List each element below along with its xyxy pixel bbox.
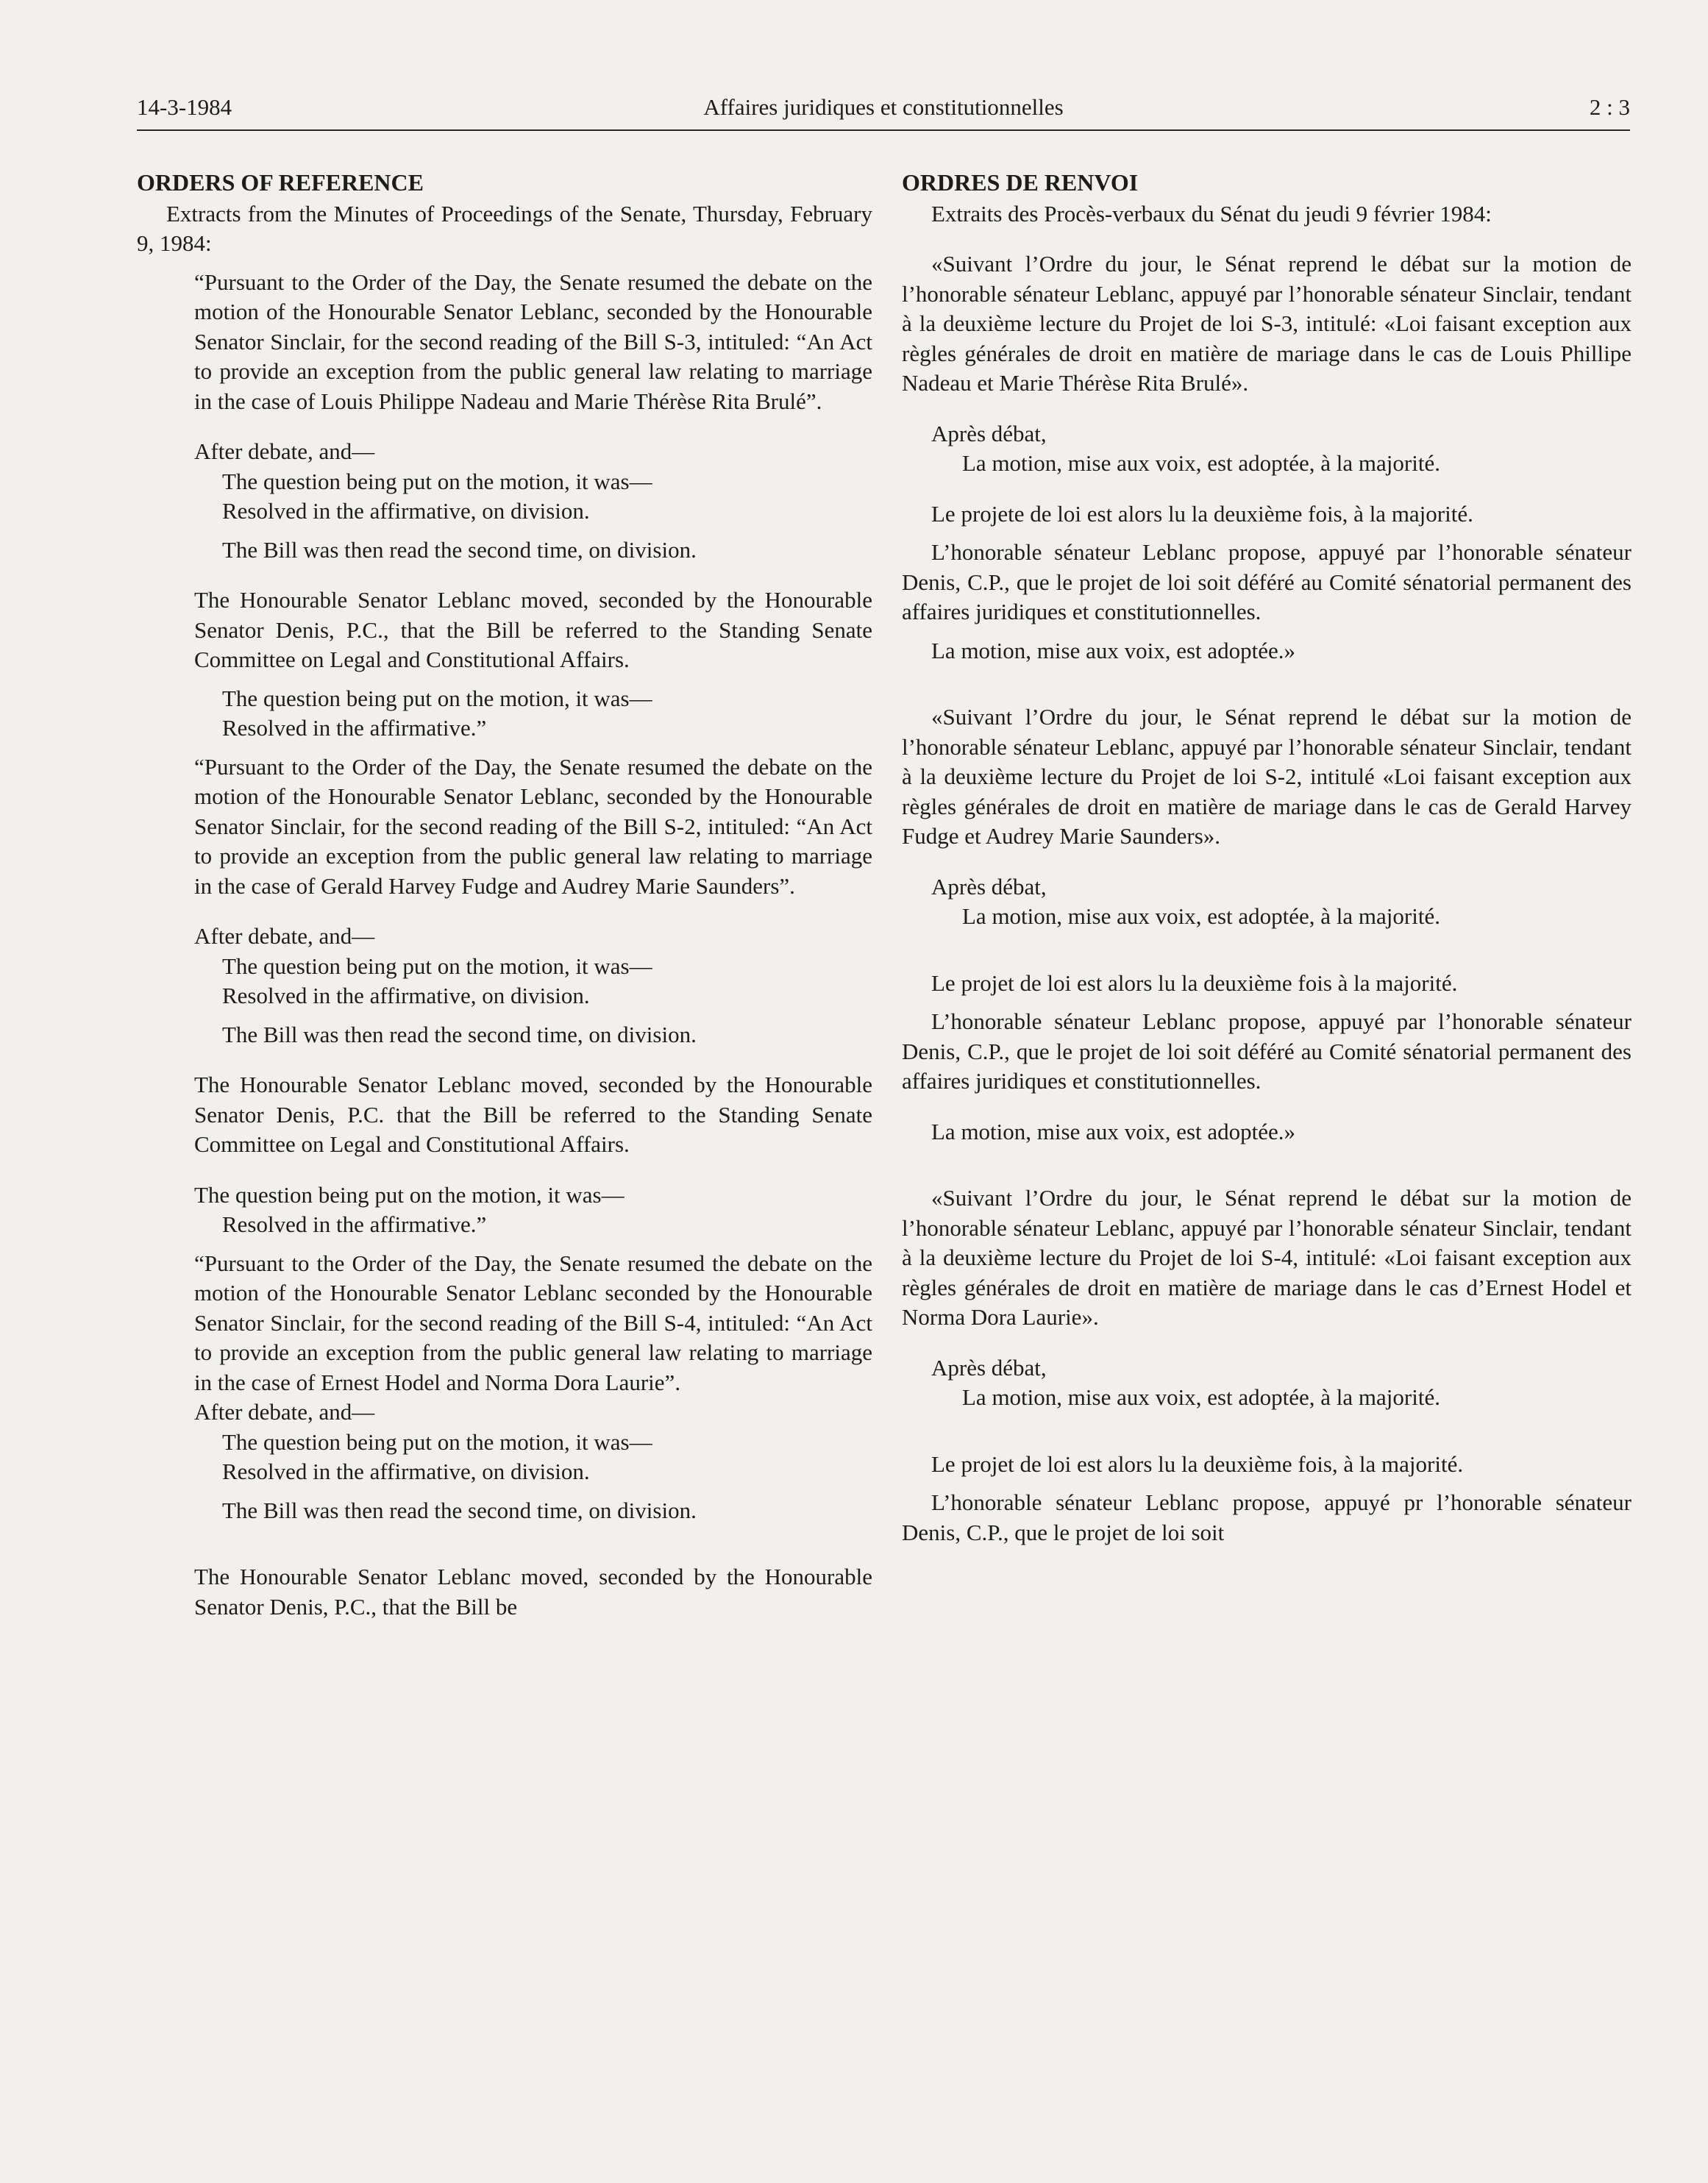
english-paragraph: After debate, and— [194, 923, 375, 949]
english-paragraph: The question being put on the motion, it was— [194, 1181, 625, 1208]
english-intro: Extracts from the Minutes of Proceedings of the Senate, Thursday, February 9, 1984: [137, 200, 872, 256]
french-paragraph: Le projete de loi est alors lu la deuxième fois, à la majorité. [931, 500, 1473, 527]
english-paragraph: The Bill was then read the second time, on division. [222, 1021, 697, 1047]
french-paragraph: «Suivant l’Ordre du jour, le Sénat reprend le débat sur la motion de l’honorable sénateur Leblanc, appuyé par l’honorable sénateur Sinclair, tendant à la deuxième lecture du Projet de loi S-3, intitulé: «Loi faisant exception aux règles générales de droit en matière de mariage dans le cas de Louis Phillipe Nadeau et Marie Thérèse Rita Brulé». [902, 251, 1632, 396]
english-paragraph: After debate, and— [194, 438, 375, 464]
french-paragraph: L’honorable sénateur Leblanc propose, appuyé par l’honorable sénateur Denis, C.P., que le projet de loi soit déféré au Comité sénatorial permanent des affaires juridiques et constitutionnelles. [902, 1008, 1632, 1094]
french-paragraph: «Suivant l’Ordre du jour, le Sénat reprend le débat sur la motion de l’honorable sénateur Leblanc, appuyé par l’honorable sénateur Sinclair, tendant à la deuxième lecture du Projet de loi S-4, intitulé: «Loi faisant exception aux règles générales de droit en matière de mariage dans le cas d’Ernest Hodel et Norma Dora Laurie». [902, 1185, 1632, 1330]
english-paragraph: Resolved in the affirmative.” [222, 715, 487, 741]
header-title: Affaires juridiques et constitutionnelles [703, 94, 1064, 120]
french-paragraph: Le projet de loi est alors lu la deuxième fois, à la majorité. [931, 1450, 1464, 1477]
french-paragraph: L’honorable sénateur Leblanc propose, appuyé par l’honorable sénateur Denis, C.P., que le projet de loi soit déféré au Comité sénatorial permanent des affaires juridiques et constitutionnelles. [902, 539, 1632, 624]
french-paragraph: Le projet de loi est alors lu la deuxième fois à la majorité. [931, 969, 1458, 996]
french-paragraph: L’honorable sénateur Leblanc propose, appuyé pr l’honorable sénateur Denis, C.P., que le projet de loi soit [902, 1489, 1632, 1545]
french-paragraph: La motion, mise aux voix, est adoptée, à la majorité. [962, 1384, 1440, 1410]
english-paragraph: Resolved in the affirmative, on division. [222, 498, 590, 524]
french-intro: Extraits des Procès-verbaux du Sénat du jeudi 9 février 1984: [931, 200, 1492, 227]
english-paragraph: Resolved in the affirmative, on division. [222, 1459, 590, 1484]
english-paragraph: The question being put on the motion, it was— [222, 1428, 652, 1455]
french-heading: ORDRES DE RENVOI [902, 169, 1139, 196]
english-heading: ORDERS OF REFERENCE [137, 169, 424, 196]
english-paragraph: The question being put on the motion, it was— [222, 468, 652, 494]
french-paragraph: Après débat, [931, 1354, 1047, 1381]
french-paragraph: «Suivant l’Ordre du jour, le Sénat reprend le débat sur la motion de l’honorable sénateur Leblanc, appuyé par l’honorable sénateur Sinclair, tendant à la deuxième lecture du Projet de loi S-2, intitulé «Loi faisant exception aux règles générales de droit en matière de mariage dans le cas de Gerald Harvey Fudge et Audrey Marie Saunders». [902, 704, 1632, 849]
french-paragraph: La motion, mise aux voix, est adoptée, à la majorité. [962, 450, 1440, 476]
french-paragraph: Après débat, [931, 420, 1047, 446]
english-paragraph: The question being put on the motion, it was— [222, 685, 652, 711]
french-paragraph: La motion, mise aux voix, est adoptée.» [931, 637, 1296, 663]
english-paragraph: The Honourable Senator Leblanc moved, seconded by the Honourable Senator Denis, P.C. that the Bill be referred to the Standing Senate Committee on Legal and Constitutional Affairs. [194, 1072, 872, 1157]
english-column [137, 168, 872, 1622]
english-paragraph: The question being put on the motion, it was— [222, 952, 652, 979]
french-paragraph: Après débat, [931, 873, 1047, 900]
english-paragraph: “Pursuant to the Order of the Day, the Senate resumed the debate on the motion of the Honourable Senator Leblanc, seconded by the Honourable Senator Sinclair, for the second reading of the Bill S-2, intituled: “An Act to provide an exception from the public general law relating to marriage in the case of Gerald Harvey Fudge and Audrey Marie Saunders”. [194, 753, 872, 899]
french-paragraph: La motion, mise aux voix, est adoptée.» [931, 1118, 1296, 1144]
english-paragraph: After debate, and— [194, 1399, 375, 1425]
english-paragraph: “Pursuant to the Order of the Day, the Senate resumed the debate on the motion of the Honourable Senator Leblanc seconded by the Honourable Senator Sinclair, for the second reading of the Bill S-4, intituled: “An Act to provide an exception from the public general law relating to marriage in the case of Ernest Hodel and Norma Dora Laurie”. [194, 1250, 872, 1395]
english-paragraph: The Bill was then read the second time, on division. [222, 536, 697, 563]
french-column [902, 168, 1632, 1548]
english-paragraph: The Honourable Senator Leblanc moved, seconded by the Honourable Senator Denis, P.C., that the Bill be [194, 1564, 872, 1620]
english-paragraph: Resolved in the affirmative, on division. [222, 983, 590, 1008]
french-paragraph: La motion, mise aux voix, est adoptée, à la majorité. [962, 903, 1440, 929]
english-paragraph: “Pursuant to the Order of the Day, the Senate resumed the debate on the motion of the Honourable Senator Leblanc, seconded by the Honourable Senator Sinclair, for the second reading of the Bill S-3, intituled: “An Act to provide an exception from the public general law relating to marriage in the case of Louis Philippe Nadeau and Marie Thérèse Rita Brulé”. [194, 268, 872, 414]
english-paragraph: The Bill was then read the second time, on division. [222, 1497, 697, 1523]
header-date: 14-3-1984 [137, 94, 232, 120]
english-paragraph: Resolved in the affirmative.” [222, 1211, 487, 1237]
header-page-number: 2 : 3 [1589, 94, 1630, 120]
english-paragraph: The Honourable Senator Leblanc moved, seconded by the Honourable Senator Denis, P.C., that the Bill be referred to the Standing Senate Committee on Legal and Constitutional Affairs. [194, 587, 872, 672]
page-header [137, 87, 1630, 131]
